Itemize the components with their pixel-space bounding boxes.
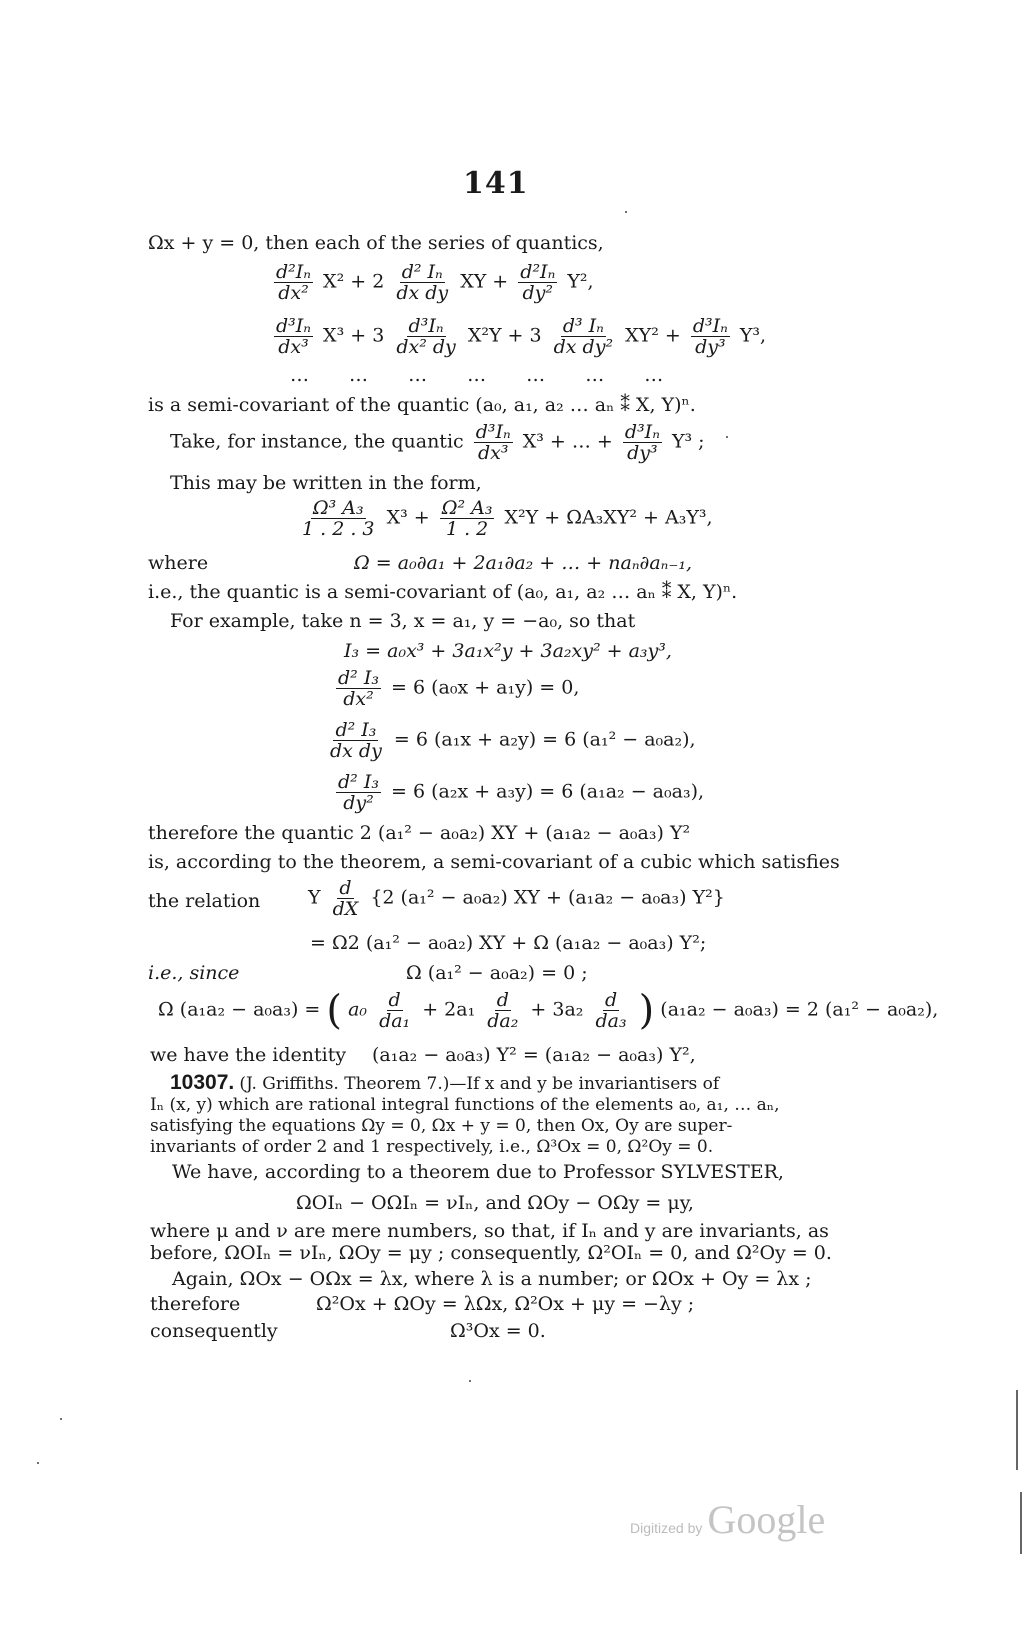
fraction	[336, 668, 381, 709]
fraction	[328, 720, 384, 761]
equation: (a₁a₂ − a₀a₃) Y² = (a₁a₂ − a₀a₃) Y²,	[372, 1044, 696, 1066]
fraction	[300, 498, 377, 539]
numerator: d	[496, 989, 509, 1011]
scan-speck	[37, 1462, 39, 1464]
equation: ΩOIₙ − OΩIₙ = νIₙ, and ΩOy − OΩy = μy,	[296, 1192, 694, 1214]
equation: = Ω2 (a₁² − a₀a₂) XY + Ω (a₁a₂ − a₀a₃) Y²;	[310, 932, 707, 954]
numerator: d² I₃	[335, 719, 377, 741]
text-line: Take, for instance, the quantic	[170, 430, 464, 453]
numerator: d³Iₙ	[475, 421, 511, 443]
text-line: we have the identity	[150, 1044, 347, 1066]
term: XY +	[460, 270, 509, 293]
text-line: Ωx + y = 0, then each of the series of quantics,	[148, 232, 604, 254]
fraction	[552, 316, 615, 357]
text-line: i.e., since	[148, 962, 240, 984]
denominator: dy²	[343, 792, 374, 814]
text-line: i.e., the quantic is a semi-covariant of (a₀, a₁, a₂ … aₙ ⁑ X, Y)ⁿ.	[148, 581, 738, 603]
text-line: (J. Griffiths. Theorem 7.)—If x and y be invariantisers of	[239, 1074, 720, 1094]
text-line: therefore the quantic 2 (a₁² − a₀a₂) XY + (a₁a₂ − a₀a₃) Y²	[148, 822, 691, 844]
numerator: d³Iₙ	[276, 315, 311, 337]
term: X³ + … +	[522, 430, 613, 453]
series-row-2	[270, 316, 766, 357]
scan-speck	[726, 436, 728, 438]
text-line: We have, according to a theorem due to Professor SYLVESTER,	[172, 1161, 784, 1183]
relation-equation	[308, 878, 725, 919]
term: Y³ ;	[671, 430, 705, 453]
term: {2 (a₁² − a₀a₂) XY + (a₁a₂ − a₀a₃) Y²}	[370, 886, 725, 909]
term: Ω (a₁a₂ − a₀a₃) =	[158, 998, 321, 1021]
fraction	[394, 316, 457, 357]
denominator: da₃	[595, 1010, 627, 1032]
equation: Ω³Ox = 0.	[450, 1320, 546, 1342]
watermark-prefix: Digitized by	[630, 1520, 703, 1536]
numerator: d² I₃	[338, 771, 379, 793]
denominator: dx³	[477, 442, 509, 464]
term: (a₁a₂ − a₀a₃) = 2 (a₁² − a₀a₂),	[660, 998, 939, 1021]
fraction	[623, 422, 662, 463]
text-line: consequently	[150, 1320, 278, 1342]
denominator: dx²	[343, 688, 374, 710]
denominator: dX	[332, 898, 359, 920]
scan-speck	[469, 1380, 471, 1382]
denominator: dy³	[695, 336, 726, 358]
numerator: d² I₃	[338, 667, 379, 689]
paren: )	[638, 987, 655, 1034]
numerator: Ω³ A₃	[312, 497, 364, 519]
denominator: da₂	[487, 1010, 519, 1032]
term: XY² +	[625, 324, 681, 347]
denominator: dx dy	[330, 740, 382, 762]
form-equation	[296, 498, 713, 539]
fraction	[691, 316, 730, 357]
text-line: This may be written in the form,	[170, 472, 482, 494]
denominator: da₁	[379, 1010, 411, 1032]
fraction	[440, 498, 495, 539]
equation: I₃ = a₀x³ + 3a₁x²y + 3a₂xy² + a₃y³,	[344, 640, 672, 662]
numerator: d	[339, 877, 352, 899]
text-line: For example, take n = 3, x = a₁, y = −a₀, so that	[170, 610, 636, 632]
numerator: d²Iₙ	[520, 261, 556, 283]
term: a₀	[348, 998, 368, 1021]
paren: (	[326, 987, 343, 1034]
denominator: dx dy²	[553, 336, 614, 358]
fraction	[518, 262, 557, 303]
numerator: d²Iₙ	[276, 261, 311, 283]
numerator: d² Iₙ	[401, 261, 443, 283]
text-line: where	[148, 552, 209, 574]
denominator: dx²	[278, 282, 309, 304]
denominator: dx² dy	[396, 336, 456, 358]
google-logo: Google	[707, 1497, 826, 1542]
term: Y²,	[567, 270, 594, 293]
problem-header	[170, 1071, 719, 1095]
scan-speck	[60, 1418, 62, 1420]
numerator: Ω² A₃	[441, 497, 493, 519]
term: X²Y + 3	[467, 324, 542, 347]
numerator: d	[604, 989, 618, 1011]
denominator: dx dy	[396, 282, 449, 304]
derivative-line-2	[324, 720, 696, 761]
series-row-1	[270, 262, 594, 303]
denominator: 1 . 2	[445, 518, 489, 540]
page-number: 141	[463, 166, 529, 201]
term: X³ +	[386, 506, 430, 529]
text-line: satisfying the equations Ωy = 0, Ωx + y = 0, then Ox, Oy are super-	[150, 1116, 733, 1136]
term: = 6 (a₂x + a₃y) = 6 (a₁a₂ − a₀a₃),	[391, 780, 705, 803]
fraction	[274, 262, 313, 303]
term: X³ + 3	[323, 324, 385, 347]
term: + 2a₁	[422, 998, 476, 1021]
numerator: d³Iₙ	[408, 315, 444, 337]
derivative-line-1	[332, 668, 579, 709]
numerator: d³Iₙ	[624, 421, 660, 443]
fraction	[474, 422, 513, 463]
term: Y	[308, 886, 321, 909]
text-line: Iₙ (x, y) which are rational integral functions of the elements a₀, a₁, … aₙ,	[150, 1095, 780, 1115]
text-line: invariants of order 2 and 1 respectively, i.e., Ω³Ox = 0, Ω²Oy = 0.	[150, 1137, 714, 1157]
term: Y³,	[739, 324, 767, 347]
text-line: Again, ΩOx − OΩx = λx, where λ is a number; or ΩOx + Oy = λx ;	[172, 1268, 812, 1290]
fraction	[331, 878, 361, 919]
denominator: dy²	[522, 282, 554, 304]
text-line: therefore	[150, 1293, 241, 1315]
numerator: d³Iₙ	[692, 315, 728, 337]
numerator: d	[388, 989, 401, 1011]
fraction	[377, 990, 412, 1031]
term: X²Y + ΩA₃XY² + A₃Y³,	[504, 506, 713, 529]
derivative-line-3	[332, 772, 704, 813]
fraction	[274, 316, 313, 357]
equation: Ω²Ox + ΩOy = λΩx, Ω²Ox + μy = −λy ;	[316, 1293, 695, 1315]
operator-definition: Ω = a₀∂a₁ + 2a₁∂a₂ + … + naₙ∂aₙ₋₁,	[354, 552, 693, 574]
term: + 3a₂	[530, 998, 584, 1021]
digitized-watermark	[630, 1496, 825, 1543]
fraction	[593, 990, 628, 1031]
denominator: dy³	[627, 442, 658, 464]
term: X² + 2	[323, 270, 385, 293]
operator-identity	[158, 987, 939, 1034]
denominator: dx³	[278, 336, 309, 358]
scan-speck	[625, 211, 627, 213]
fraction	[394, 262, 450, 303]
text-line: before, ΩOIₙ = νIₙ, ΩOy = μy ; consequently, Ω²OIₙ = 0, and Ω²Oy = 0.	[150, 1242, 832, 1264]
text-line: the relation	[148, 890, 261, 912]
take-line	[170, 422, 705, 463]
equation: Ω (a₁² − a₀a₂) = 0 ;	[406, 962, 588, 984]
text-line: is a semi-covariant of the quantic (a₀, a₁, a₂ … aₙ ⁑ X, Y)ⁿ.	[148, 394, 696, 416]
fraction	[485, 990, 520, 1031]
term: = 6 (a₁x + a₂y) = 6 (a₁² − a₀a₂),	[393, 728, 696, 751]
term: = 6 (a₀x + a₁y) = 0,	[391, 676, 580, 699]
denominator: 1 . 2 . 3	[302, 518, 375, 540]
scan-edge-mark	[1020, 1492, 1022, 1554]
numerator: d³ Iₙ	[562, 315, 604, 337]
text-line: where μ and ν are mere numbers, so that, if Iₙ and y are invariants, as	[150, 1220, 829, 1242]
fraction	[336, 772, 381, 813]
problem-number: 10307.	[170, 1071, 235, 1094]
scan-edge-mark	[1016, 1390, 1018, 1470]
series-dots: … … … … … … …	[290, 364, 664, 386]
text-line: is, according to the theorem, a semi-covariant of a cubic which satisfies	[148, 851, 840, 873]
